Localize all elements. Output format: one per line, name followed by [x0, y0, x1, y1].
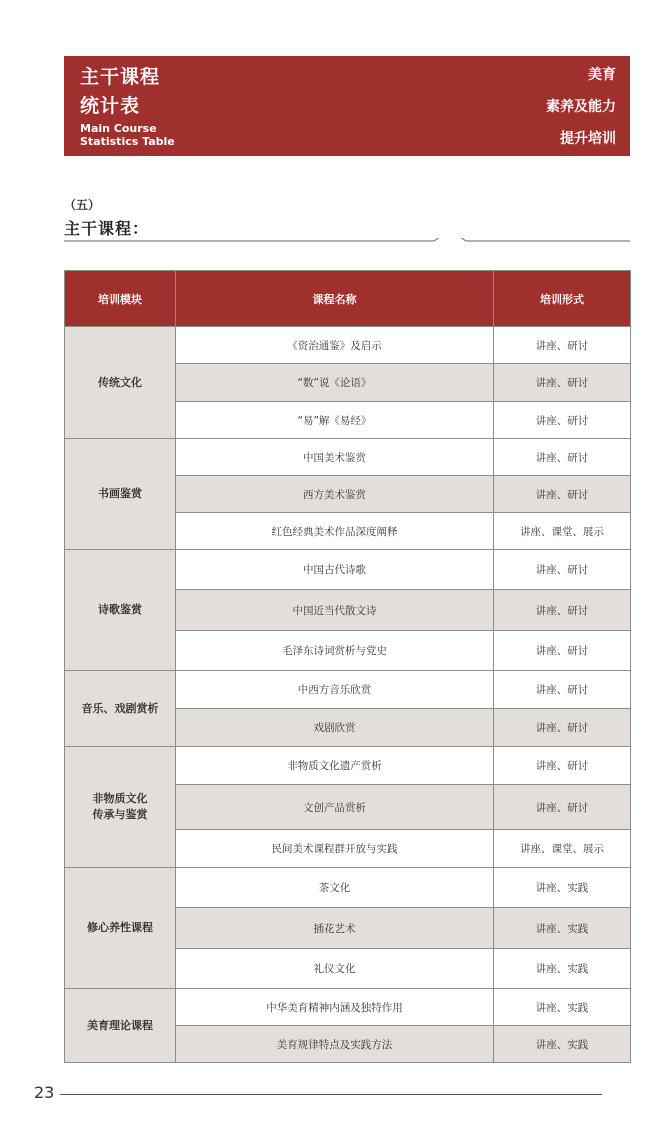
- course-name-cell: “数”说《论语》: [176, 364, 494, 402]
- course-name-cell: 文创产品赏析: [176, 785, 494, 830]
- header-course: 课程名称: [176, 271, 494, 327]
- header-banner: [64, 56, 630, 156]
- course-name-cell: 《资治通鉴》及启示: [176, 327, 494, 364]
- training-form-cell: 讲座、实践: [494, 868, 631, 908]
- training-form-cell: 讲座、实践: [494, 989, 631, 1026]
- module-cell: 音乐、戏剧赏析: [65, 671, 176, 747]
- module-cell: 诗歌鉴赏: [65, 550, 176, 671]
- training-form-cell: 讲座、研讨: [494, 476, 631, 513]
- table-row: [65, 671, 631, 709]
- section-divider: [64, 238, 630, 252]
- page-number: 23: [34, 1083, 55, 1102]
- banner-right-line1: 美育: [588, 67, 616, 83]
- training-form-cell: 讲座、课堂、展示: [494, 513, 631, 550]
- course-name-cell: 民间美术课程群开放与实践: [176, 830, 494, 868]
- course-name-cell: 中国近当代散文诗: [176, 590, 494, 631]
- footer-line: [60, 1094, 602, 1095]
- training-form-cell: 讲座、研讨: [494, 439, 631, 476]
- training-form-cell: 讲座、研讨: [494, 709, 631, 747]
- module-cell: 美育理论课程: [65, 989, 176, 1063]
- banner-right-line3: 提升培训: [560, 131, 616, 147]
- training-form-cell: 讲座、实践: [494, 1026, 631, 1063]
- section-title: 主干课程：: [64, 219, 150, 238]
- module-cell: 传统文化: [65, 327, 176, 439]
- table-row: [65, 747, 631, 785]
- training-form-cell: 讲座、研讨: [494, 785, 631, 830]
- header-form: 培训形式: [494, 271, 631, 327]
- training-form-cell: 讲座、研讨: [494, 550, 631, 590]
- training-form-cell: 讲座、研讨: [494, 364, 631, 402]
- banner-title-line2: 统计表: [80, 95, 141, 117]
- banner-right-line2: 素养及能力: [546, 99, 616, 115]
- course-name-cell: 美育规律特点及实践方法: [176, 1026, 494, 1063]
- banner-english-line1: Main Course: [80, 122, 157, 135]
- training-form-cell: 讲座、实践: [494, 908, 631, 949]
- course-name-cell: 非物质文化遗产赏析: [176, 747, 494, 785]
- training-form-cell: 讲座、研讨: [494, 747, 631, 785]
- training-form-cell: 讲座、课堂、展示: [494, 830, 631, 868]
- training-form-cell: 讲座、研讨: [494, 631, 631, 671]
- course-name-cell: 毛泽东诗词赏析与党史: [176, 631, 494, 671]
- course-name-cell: 中国美术鉴赏: [176, 439, 494, 476]
- training-form-cell: 讲座、研讨: [494, 327, 631, 364]
- table-header-row: [65, 271, 631, 327]
- header-module: 培训模块: [65, 271, 176, 327]
- course-name-cell: 礼仪文化: [176, 949, 494, 989]
- module-cell: 非物质文化 传承与鉴赏: [65, 747, 176, 868]
- course-name-cell: 插花艺术: [176, 908, 494, 949]
- course-name-cell: 西方美术鉴赏: [176, 476, 494, 513]
- table-row: [65, 327, 631, 364]
- course-name-cell: 茶文化: [176, 868, 494, 908]
- table-body: [65, 327, 631, 1063]
- training-form-cell: 讲座、实践: [494, 949, 631, 989]
- banner-english-line2: Statistics Table: [80, 135, 175, 148]
- course-name-cell: 红色经典美术作品深度阐释: [176, 513, 494, 550]
- course-name-cell: 中国古代诗歌: [176, 550, 494, 590]
- module-cell: 书画鉴赏: [65, 439, 176, 550]
- table-row: [65, 868, 631, 908]
- training-form-cell: 讲座、研讨: [494, 590, 631, 631]
- training-form-cell: 讲座、研讨: [494, 402, 631, 439]
- module-cell: 修心养性课程: [65, 868, 176, 989]
- table-row: [65, 550, 631, 590]
- table-row: [65, 439, 631, 476]
- banner-title-line1: 主干课程: [80, 66, 161, 88]
- section-number: （五）: [64, 198, 101, 212]
- training-form-cell: 讲座、研讨: [494, 671, 631, 709]
- course-name-cell: 中华美育精神内涵及独特作用: [176, 989, 494, 1026]
- course-name-cell: “易”解《易经》: [176, 402, 494, 439]
- table-row: [65, 989, 631, 1026]
- course-name-cell: 中西方音乐欣赏: [176, 671, 494, 709]
- course-name-cell: 戏剧欣赏: [176, 709, 494, 747]
- course-table: [64, 270, 631, 1063]
